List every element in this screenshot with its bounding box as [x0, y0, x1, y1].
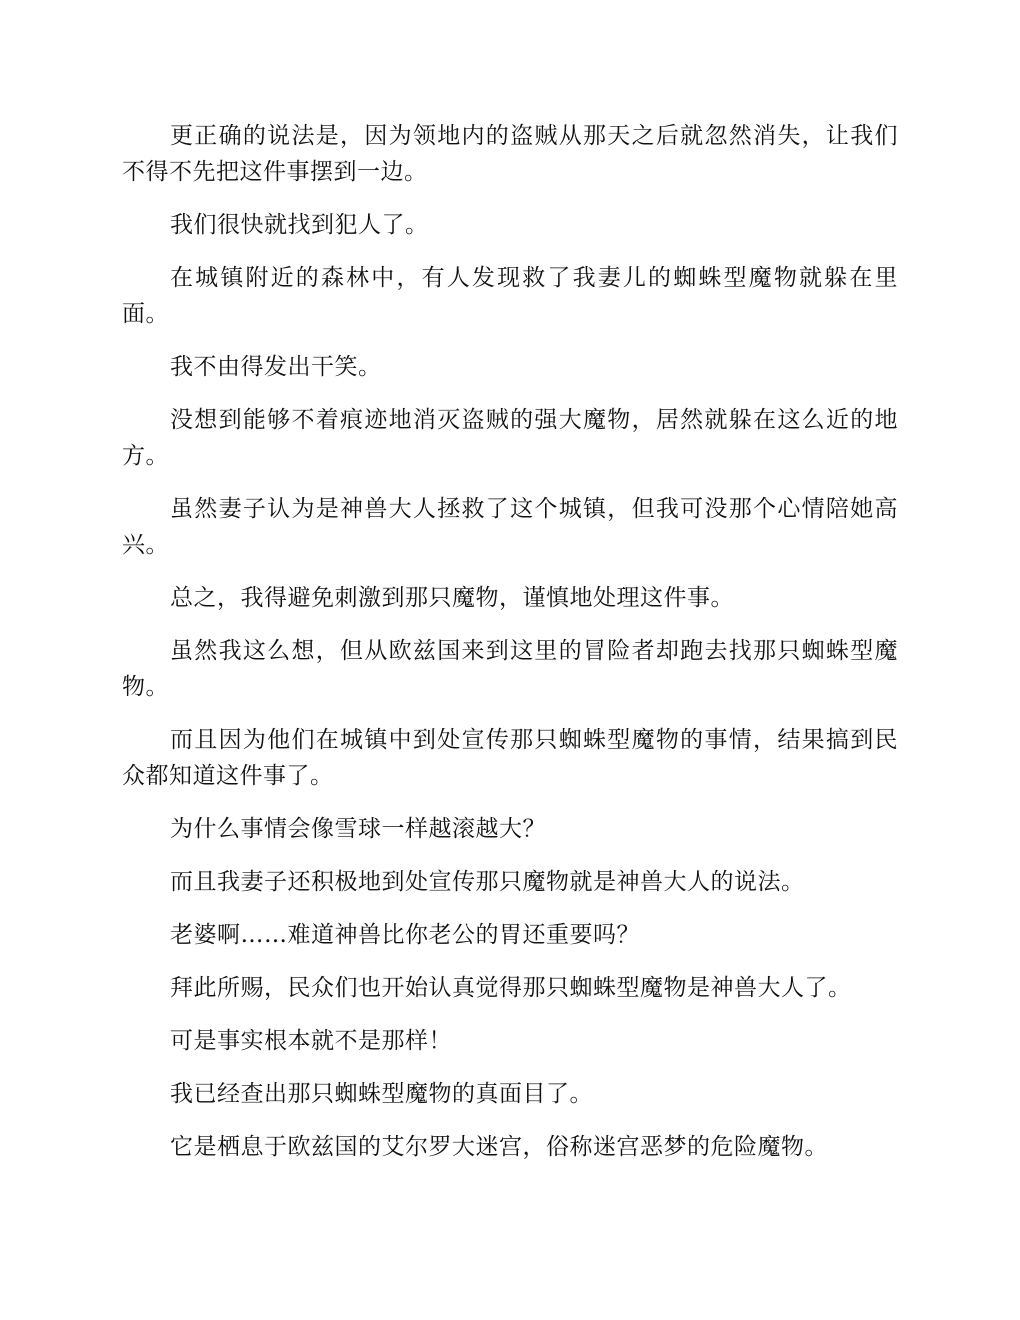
paragraph: 它是栖息于欧兹国的艾尔罗大迷宫，俗称迷宫恶梦的危险魔物。: [170, 1134, 828, 1160]
paragraph: 没想到能够不着痕迹地消灭盗贼的强大魔物，居然就躲在这么近的地方。: [122, 407, 898, 469]
paragraph: 在城镇附近的森林中，有人发现救了我妻儿的蜘蛛型魔物就躲在里面。: [122, 265, 898, 327]
paragraph: 而且我妻子还积极地到处宣传那只魔物就是神兽大人的说法。: [170, 869, 805, 895]
paragraph: 总之，我得避免刺激到那只魔物，谨慎地处理这件事。: [170, 585, 734, 611]
paragraph: 虽然妻子认为是神兽大人拯救了这个城镇，但我可没那个心情陪她高兴。: [122, 496, 898, 558]
paragraph: 虽然我这么想，但从欧兹国来到这里的冒险者却跑去找那只蜘蛛型魔物。: [122, 638, 898, 700]
document-body: [122, 118, 898, 1182]
paragraph: 而且因为他们在城镇中到处宣传那只蜘蛛型魔物的事情，结果搞到民众都知道这件事了。: [122, 727, 898, 789]
paragraph: 我不由得发出干笑。: [170, 354, 382, 380]
paragraph: 为什么事情会像雪球一样越滚越大？: [170, 816, 546, 842]
paragraph: 老婆啊……难道神兽比你老公的胃还重要吗？: [170, 922, 640, 948]
paragraph: 更正确的说法是，因为领地内的盗贼从那天之后就忽然消失，让我们不得不先把这件事摆到一边。: [122, 123, 898, 185]
paragraph: 拜此所赐，民众们也开始认真觉得那只蜘蛛型魔物是神兽大人了。: [170, 975, 852, 1001]
paragraph: 我们很快就找到犯人了。: [170, 212, 429, 238]
paragraph: 可是事实根本就不是那样！: [170, 1028, 452, 1054]
paragraph: 我已经查出那只蜘蛛型魔物的真面目了。: [170, 1081, 593, 1107]
